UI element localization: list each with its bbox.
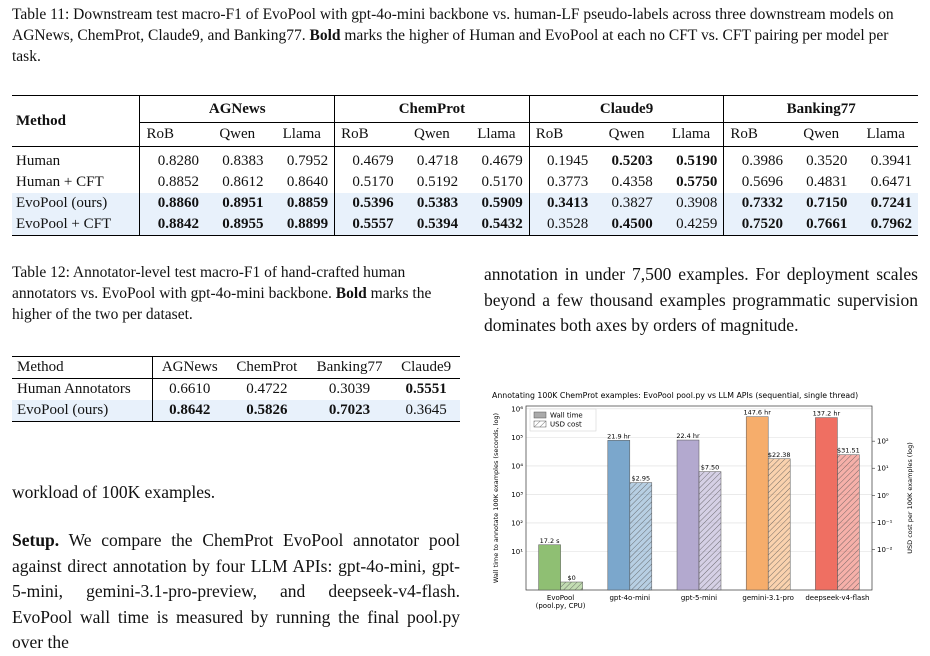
group-header: Banking77 <box>724 96 918 123</box>
cost-label: $31.51 <box>837 446 860 455</box>
wall-time-label: 137.2 hr <box>812 409 841 418</box>
score-cell: 0.1945 <box>529 147 594 173</box>
score-cell: 0.8642 <box>152 400 227 422</box>
cost-bar-hatch <box>699 472 721 590</box>
y2-tick-label: 10¹ <box>877 464 889 473</box>
score-cell: 0.8899 <box>270 214 335 236</box>
score-cell: 0.5432 <box>464 214 529 236</box>
cost-bar-hatch <box>837 455 859 590</box>
score-cell: 0.8955 <box>205 214 269 236</box>
table12 <box>12 356 460 422</box>
score-cell: 0.4259 <box>659 214 724 236</box>
subheader-llama: Llama <box>477 126 516 142</box>
right-paragraph: annotation in under 7,500 examples. For deployment scales beyond a few thousand examples programmatic supervision dominates both axes by orders of magnitude. <box>484 264 918 335</box>
y-tick-label: 10² <box>511 519 523 528</box>
cost-bar-hatch <box>561 582 583 590</box>
score-cell: 0.3827 <box>594 193 658 214</box>
wall-time-bar <box>608 440 630 590</box>
y2-axis-label: USD cost per 100K examples (log) <box>906 442 914 554</box>
score-cell: 0.4358 <box>611 174 653 190</box>
table12-caption: Table 12: Annotator-level test macro-F1 of hand-crafted human annotators vs. EvoPool with gpt-4o-mini backbone. Bold marks the higher of the two per dataset. <box>12 264 432 323</box>
wall-time-label: 17.2 s <box>539 536 560 545</box>
subheader-rob: RoB <box>724 123 789 147</box>
subheader-rob: RoB <box>529 123 594 147</box>
score-cell: 0.5383 <box>400 193 464 214</box>
cost-label: $2.95 <box>631 474 651 483</box>
legend-label: Wall time <box>550 411 583 420</box>
score-cell: 0.4500 <box>594 214 658 236</box>
score-cell: 0.7520 <box>724 214 789 236</box>
method-header: Method <box>12 96 140 147</box>
score-cell: 0.8852 <box>140 172 205 193</box>
score-cell: 0.5826 <box>227 400 307 422</box>
legend-label: USD cost <box>550 420 582 429</box>
y2-tick-label: 10² <box>877 437 889 446</box>
score-cell: 0.5170 <box>335 172 400 193</box>
method-cell: Human + CFT <box>16 174 104 190</box>
chart-title: Annotating 100K ChemProt examples: EvoPool pool.py vs LLM APIs (sequential, single thread) <box>492 391 859 400</box>
score-cell: 0.3986 <box>724 147 789 173</box>
x-tick-label: gpt-5-mini <box>680 594 718 602</box>
subheader-qwen: Qwen <box>413 126 450 142</box>
y-axis-label: Wall time to annotate 100K examples (seconds, log) <box>492 412 500 584</box>
subheader-llama: Llama <box>866 126 905 142</box>
score-cell: 0.4679 <box>335 147 400 173</box>
score-cell: 0.4831 <box>806 174 848 190</box>
y-tick-label: 10⁶ <box>511 405 523 414</box>
legend-swatch-wall <box>534 412 546 418</box>
score-cell: 0.4718 <box>400 147 464 173</box>
score-cell: 0.6610 <box>152 379 227 401</box>
score-cell: 0.7661 <box>789 214 853 236</box>
score-cell: 0.3645 <box>392 400 460 422</box>
score-cell: 0.3773 <box>529 172 594 193</box>
score-cell: 0.7241 <box>853 193 918 214</box>
table11-caption: Table 11: Downstream test macro-F1 of EvoPool with gpt-4o-mini backbone vs. human-LF pseudo-labels across three downstream models on AGNews, ChemProt, Claude9, and Banking77. Bold marks the higher of Human and EvoPool at each no CFT vs. CFT pairing per model per task. <box>12 6 894 65</box>
wall-time-label: 147.6 hr <box>743 408 771 417</box>
y2-tick-label: 10⁰ <box>877 491 889 500</box>
column-header: Banking77 <box>307 357 393 379</box>
group-header: ChemProt <box>335 96 530 123</box>
score-cell: 0.7150 <box>789 193 853 214</box>
score-cell: 0.5396 <box>335 193 400 214</box>
score-cell: 0.8612 <box>222 174 264 190</box>
score-cell: 0.3413 <box>529 193 594 214</box>
wall-time-label: 21.9 hr <box>607 432 631 441</box>
cost-label: $0 <box>567 574 576 582</box>
group-header: Claude9 <box>529 96 724 123</box>
table-row <box>12 214 918 236</box>
cost-label: $22.38 <box>767 450 791 459</box>
column-header: ChemProt <box>227 357 307 379</box>
score-cell: 0.7962 <box>853 214 918 236</box>
y2-tick-label: 10⁻² <box>877 545 893 554</box>
score-cell: 0.5192 <box>416 174 459 190</box>
subheader-qwen: Qwen <box>803 126 840 142</box>
subheader-qwen: Qwen <box>219 126 256 142</box>
y2-tick-label: 10⁻¹ <box>877 518 893 527</box>
y-tick-label: 10⁵ <box>511 433 523 442</box>
x-tick-label: deepseek-v4-flash <box>805 594 870 602</box>
score-cell: 0.5190 <box>659 147 724 173</box>
cost-chart <box>486 390 918 630</box>
score-cell: 0.8383 <box>205 147 269 173</box>
method-cell: EvoPool (ours) <box>12 400 152 422</box>
score-cell: 0.3941 <box>853 147 918 173</box>
x-tick-label: EvoPool <box>546 594 575 602</box>
wall-time-bar <box>815 418 837 590</box>
score-cell: 0.5551 <box>392 379 460 401</box>
score-cell: 0.8860 <box>140 193 205 214</box>
y-tick-label: 10⁴ <box>511 462 523 471</box>
score-cell: 0.8842 <box>140 214 205 236</box>
method-cell: Human <box>12 147 140 173</box>
subheader-rob: RoB <box>335 123 400 147</box>
legend-swatch-cost <box>534 421 546 427</box>
score-cell: 0.8859 <box>270 193 335 214</box>
x-tick-label: gemini-3.1-pro <box>742 594 794 602</box>
table-row <box>12 379 460 401</box>
wall-time-bar <box>539 545 561 590</box>
score-cell: 0.4679 <box>464 147 529 173</box>
table-row <box>12 400 460 422</box>
x-tick-label: gpt-4o-mini <box>609 594 651 602</box>
y-tick-label: 10¹ <box>511 547 523 556</box>
table-row <box>12 193 918 214</box>
score-cell: 0.7952 <box>270 147 335 173</box>
x-tick-label: (pool.py, CPU) <box>535 602 586 610</box>
y-tick-label: 10³ <box>511 490 523 499</box>
score-cell: 0.5394 <box>400 214 464 236</box>
score-cell: 0.5203 <box>594 147 658 173</box>
score-cell: 0.4722 <box>227 379 307 401</box>
table11 <box>12 95 918 236</box>
score-cell: 0.7332 <box>724 193 789 214</box>
score-cell: 0.5557 <box>335 214 400 236</box>
score-cell: 0.3528 <box>529 214 594 236</box>
method-cell: EvoPool (ours) <box>12 193 140 214</box>
cost-bar-hatch <box>768 459 790 590</box>
subheader-rob: RoB <box>140 123 205 147</box>
group-header: AGNews <box>140 96 335 123</box>
setup-paragraph: Setup. We compare the ChemProt EvoPool annotator pool against direct annotation by four LLM APIs: gpt-4o-mini, gpt-5-mini, gemini-3.1-pro-preview, and deepseek-v4-flash. EvoPool wall time is measured by running the final pool.py over the <box>12 530 460 652</box>
table-row <box>12 172 918 193</box>
score-cell: 0.5696 <box>724 172 789 193</box>
score-cell: 0.5750 <box>676 174 718 190</box>
score-cell: 0.8951 <box>205 193 269 214</box>
score-cell: 0.5170 <box>481 174 523 190</box>
column-header: Claude9 <box>392 357 460 379</box>
table-row <box>12 147 918 173</box>
score-cell: 0.3908 <box>659 193 724 214</box>
column-header: Method <box>12 357 152 379</box>
subheader-qwen: Qwen <box>608 126 645 142</box>
wall-time-label: 22.4 hr <box>676 432 700 441</box>
subheader-llama: Llama <box>671 126 711 142</box>
column-header: AGNews <box>152 357 227 379</box>
score-cell: 0.7023 <box>307 400 393 422</box>
score-cell: 0.8640 <box>286 174 329 190</box>
score-cell: 0.3520 <box>789 147 853 173</box>
subheader-llama: Llama <box>282 126 321 142</box>
method-cell: EvoPool + CFT <box>12 214 140 236</box>
score-cell: 0.8280 <box>140 147 205 173</box>
cost-bar-hatch <box>630 483 652 590</box>
wall-time-bar <box>677 440 699 590</box>
workload-text: workload of 100K examples. <box>12 482 216 502</box>
method-cell: Human Annotators <box>12 379 152 401</box>
score-cell: 0.3039 <box>307 379 393 401</box>
wall-time-bar <box>746 417 768 590</box>
score-cell: 0.6471 <box>870 174 912 190</box>
setup-heading: Setup. <box>12 530 60 550</box>
cost-label: $7.50 <box>700 463 720 472</box>
score-cell: 0.5909 <box>464 193 529 214</box>
